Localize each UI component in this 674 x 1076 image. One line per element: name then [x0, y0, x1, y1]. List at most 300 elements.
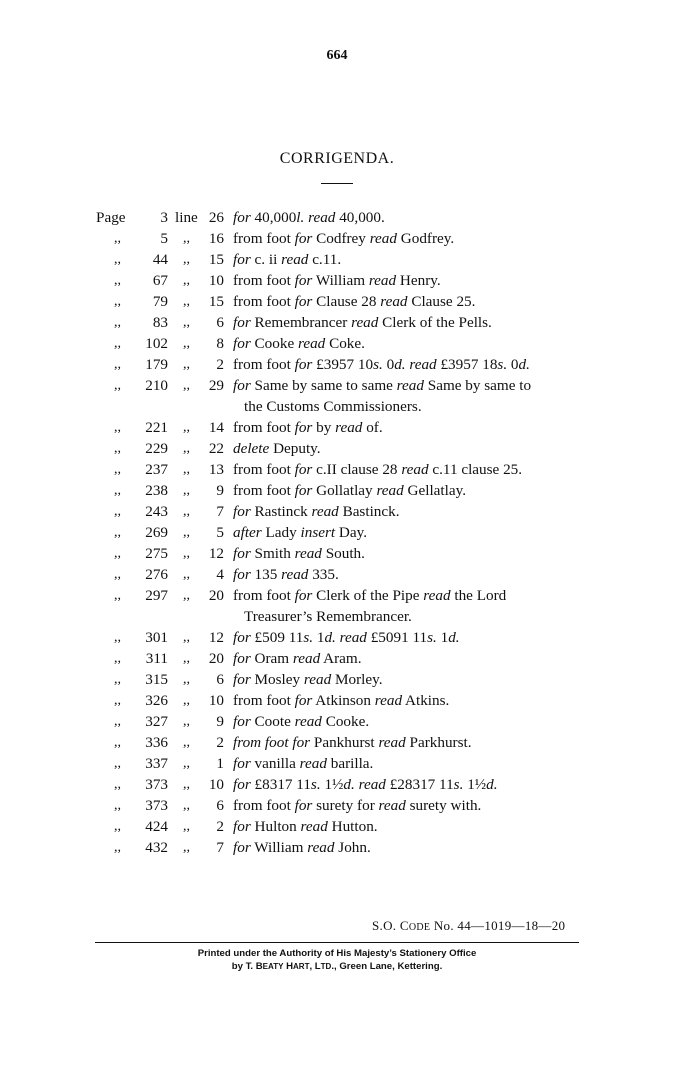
ditto-mark: ,, — [114, 357, 121, 372]
correction-text — [233, 291, 581, 312]
italic-term: read — [303, 671, 332, 688]
text-run: 0 — [382, 356, 395, 373]
italic-term: l. — [296, 209, 305, 226]
italic-term: read — [281, 251, 309, 268]
text-run: Morley. — [331, 671, 383, 688]
page-ref: 275 — [145, 545, 168, 562]
italic-term: for — [294, 587, 313, 604]
text-run: Clause 25. — [407, 293, 476, 310]
page-ref: 311 — [145, 650, 168, 667]
correction-text — [233, 249, 581, 270]
italic-term: read — [396, 377, 424, 394]
ditto-mark: ,, — [183, 420, 190, 435]
text-run: Gollatlay — [312, 482, 377, 499]
text-run: Clause 28 — [312, 293, 381, 310]
text-run: 335. — [308, 566, 339, 583]
corrigendum-row — [0, 375, 674, 417]
text-run: c.II clause 28 — [312, 461, 402, 478]
ditto-mark: ,, — [114, 336, 121, 351]
correction-text — [233, 837, 581, 858]
text-run: 40,000 — [250, 209, 297, 226]
ditto-mark: ,, — [183, 231, 190, 246]
text-run: Cooke. — [321, 713, 370, 730]
correction-text — [233, 354, 581, 375]
ditto-mark: ,, — [114, 504, 121, 519]
correction-text — [233, 795, 581, 816]
ditto-mark: ,, — [114, 693, 121, 708]
italic-term: for — [233, 671, 251, 688]
line-ref: 7 — [216, 839, 224, 856]
imprint-line-1: Printed under the Authority of His Majesty’s Stationery Office — [197, 948, 477, 959]
page-ref: 210 — [145, 377, 168, 394]
text-run: Atkinson — [312, 692, 375, 709]
text-run: Hulton — [250, 818, 301, 835]
text-run: 1½ — [463, 776, 487, 793]
italic-term: for — [233, 545, 251, 562]
text-run: Lady — [261, 524, 301, 541]
line-ref: 20 — [208, 650, 224, 667]
correction-text — [233, 480, 581, 501]
corrigendum-row — [0, 417, 674, 438]
italic-term: for — [294, 419, 313, 436]
line-ref: 2 — [216, 818, 224, 835]
text-run: from foot — [233, 356, 295, 373]
text-run: 0 — [507, 356, 519, 373]
office-code — [372, 918, 565, 934]
page-ref: 83 — [152, 314, 168, 331]
ditto-mark: ,, — [183, 798, 190, 813]
text-run: Smith — [250, 545, 295, 562]
italic-term: for — [294, 230, 313, 247]
line-ref: 29 — [208, 377, 224, 394]
line-ref: 6 — [216, 314, 224, 331]
page-ref: 179 — [145, 356, 168, 373]
italic-term: read — [376, 482, 404, 499]
text-run: Clerk of the Pipe — [312, 587, 424, 604]
italic-term: read — [358, 776, 386, 793]
ditto-mark: ,, — [114, 735, 121, 750]
page-ref: 301 — [145, 629, 168, 646]
line-ref: 1 — [216, 755, 224, 772]
italic-term: for — [294, 272, 313, 289]
correction-text — [233, 732, 581, 753]
page-ref: 336 — [145, 734, 168, 751]
italic-term: d. — [448, 629, 460, 646]
italic-term: read — [299, 755, 327, 772]
ditto-mark: ,, — [114, 567, 121, 582]
line-ref: 13 — [208, 461, 224, 478]
italic-term: read — [374, 692, 403, 709]
italic-term: read — [297, 335, 326, 352]
continuation-text: the Customs Commissioners. — [244, 398, 422, 415]
italic-term: for — [233, 335, 251, 352]
line-label: line — [175, 209, 198, 226]
italic-term: d. — [394, 356, 406, 373]
ditto-mark: ,, — [114, 420, 121, 435]
page-ref: 79 — [152, 293, 168, 310]
text-run: Deputy. — [269, 440, 321, 457]
text-run: Aram. — [320, 650, 362, 667]
page-label: Page — [96, 209, 126, 226]
line-ref: 8 — [216, 335, 224, 352]
ditto-mark: ,, — [183, 651, 190, 666]
correction-text — [233, 501, 581, 522]
ditto-mark: ,, — [114, 252, 121, 267]
text-run: Parkhurst. — [405, 734, 472, 751]
line-ref: 2 — [216, 356, 224, 373]
text-run: from foot — [233, 482, 295, 499]
page-ref: 276 — [145, 566, 168, 583]
ditto-mark: ,, — [114, 588, 121, 603]
corrigendum-row — [0, 732, 674, 753]
corrigendum-row — [0, 585, 674, 627]
ditto-mark: ,, — [114, 756, 121, 771]
italic-term: insert — [300, 524, 336, 541]
text-run: Atkins. — [402, 692, 450, 709]
ditto-mark: ,, — [114, 483, 121, 498]
line-ref: 9 — [216, 713, 224, 730]
italic-term: for — [294, 797, 313, 814]
italic-term: read — [292, 650, 321, 667]
text-run: surety with. — [405, 797, 482, 814]
corrigendum-row — [0, 690, 674, 711]
continuation-text: Treasurer’s Remembrancer. — [244, 608, 412, 625]
text-run: surety for — [312, 797, 379, 814]
text-run: c. ii — [250, 251, 282, 268]
ditto-mark: ,, — [114, 231, 121, 246]
italic-term: read — [369, 230, 397, 247]
ditto-mark: ,, — [183, 504, 190, 519]
correction-text — [233, 228, 581, 249]
text-run: £5091 11 — [366, 629, 428, 646]
corrigendum-row — [0, 438, 674, 459]
italic-term: for — [294, 356, 313, 373]
italic-term: for — [233, 818, 251, 835]
corrigendum-row — [0, 669, 674, 690]
corrigendum-row — [0, 249, 674, 270]
text-run: 1½ — [320, 776, 344, 793]
ditto-mark: ,, — [183, 735, 190, 750]
italic-term: for — [233, 776, 251, 793]
page-ref: 67 — [152, 272, 168, 289]
ditto-mark: ,, — [114, 714, 121, 729]
page-ref: 315 — [145, 671, 168, 688]
italic-term: read — [335, 419, 363, 436]
ditto-mark: ,, — [183, 336, 190, 351]
printer-imprint — [0, 947, 674, 973]
text-run: Gellatlay. — [403, 482, 466, 499]
correction-text — [233, 417, 581, 438]
correction-text — [233, 522, 581, 543]
line-ref: 10 — [208, 272, 224, 289]
page-ref: 221 — [145, 419, 168, 436]
corrigendum-row — [0, 564, 674, 585]
text-run: Same by same to — [423, 377, 532, 394]
line-ref: 2 — [216, 734, 224, 751]
line-ref: 10 — [208, 692, 224, 709]
text-run: from foot — [233, 461, 295, 478]
italic-term: s. — [453, 776, 464, 793]
ditto-mark: ,, — [183, 630, 190, 645]
italic-term: d. — [486, 776, 498, 793]
ditto-mark: ,, — [114, 651, 121, 666]
italic-term: for — [233, 251, 251, 268]
correction-text — [233, 459, 581, 480]
ditto-mark: ,, — [183, 462, 190, 477]
correction-text — [233, 375, 581, 417]
line-ref: 5 — [216, 524, 224, 541]
text-run: from foot — [233, 293, 295, 310]
italic-term: read — [423, 587, 451, 604]
ditto-mark: ,, — [183, 441, 190, 456]
ditto-mark: ,, — [114, 819, 121, 834]
text-run: of. — [362, 419, 383, 436]
text-run: barilla. — [326, 755, 374, 772]
line-ref: 6 — [216, 671, 224, 688]
text-run: £8317 11 — [250, 776, 311, 793]
corrigendum-row — [0, 837, 674, 858]
text-run: Hutton. — [327, 818, 378, 835]
correction-text — [233, 690, 581, 711]
italic-term: read — [307, 839, 335, 856]
italic-term: s. — [303, 629, 314, 646]
text-run: by — [312, 419, 336, 436]
italic-term: for — [294, 482, 313, 499]
ditto-mark: ,, — [183, 294, 190, 309]
italic-term: s. — [373, 356, 383, 373]
ditto-mark: ,, — [114, 525, 121, 540]
ditto-mark: ,, — [114, 630, 121, 645]
page-ref: 44 — [152, 251, 168, 268]
text-run: 1 — [436, 629, 449, 646]
page-title: CORRIGENDA. — [279, 150, 395, 167]
code-rest: No. 44—1019—18—20 — [430, 918, 566, 933]
italic-term: for — [294, 692, 313, 709]
correction-text — [233, 753, 581, 774]
correction-text — [233, 333, 581, 354]
text-run: £3957 10 — [312, 356, 374, 373]
corrigenda-list — [0, 207, 674, 858]
ditto-mark: ,, — [114, 315, 121, 330]
text-run: Day. — [335, 524, 368, 541]
correction-text — [233, 564, 581, 585]
corrigendum-row — [0, 501, 674, 522]
italic-term: read — [378, 734, 406, 751]
page-ref: 432 — [145, 839, 168, 856]
text-run: William — [250, 839, 308, 856]
corrigendum-row — [0, 774, 674, 795]
corrigendum-row — [0, 333, 674, 354]
text-run: from foot — [233, 587, 295, 604]
corrigendum-row — [0, 354, 674, 375]
text-run: Bastinck. — [338, 503, 400, 520]
ditto-mark: ,, — [183, 546, 190, 561]
italic-term: for — [233, 314, 251, 331]
ditto-mark: ,, — [183, 714, 190, 729]
italic-term: read — [281, 566, 309, 583]
text-run: Clerk of the Pells. — [378, 314, 492, 331]
italic-term: read — [339, 629, 367, 646]
text-run: Coote — [250, 713, 295, 730]
corrigendum-row — [0, 543, 674, 564]
corrigendum-row — [0, 627, 674, 648]
italic-term: read — [300, 818, 328, 835]
correction-text — [233, 312, 581, 333]
ditto-mark: ,, — [183, 483, 190, 498]
italic-term: for — [233, 503, 251, 520]
correction-text — [233, 585, 581, 627]
italic-term: read — [351, 314, 379, 331]
line-ref: 4 — [216, 566, 224, 583]
ditto-mark: ,, — [183, 273, 190, 288]
page-ref: 237 — [145, 461, 168, 478]
title-rule — [321, 183, 353, 184]
ditto-mark: ,, — [183, 567, 190, 582]
italic-term: read — [368, 272, 397, 289]
italic-term: for — [233, 629, 251, 646]
text-run: c.11 clause 25. — [428, 461, 523, 478]
corrigendum-row — [0, 795, 674, 816]
text-run: the Lord — [450, 587, 507, 604]
corrigendum-row — [0, 753, 674, 774]
ditto-mark: ,, — [183, 525, 190, 540]
corrigendum-row — [0, 816, 674, 837]
ditto-mark: ,, — [183, 840, 190, 855]
italic-term: for — [233, 209, 251, 226]
corrigendum-row — [0, 270, 674, 291]
ditto-mark: ,, — [183, 819, 190, 834]
italic-term: read — [294, 545, 322, 562]
page-ref: 373 — [145, 776, 168, 793]
text-run: £509 11 — [250, 629, 304, 646]
text-run: from foot — [233, 272, 295, 289]
correction-text — [233, 774, 581, 795]
page-number: 664 — [326, 48, 348, 63]
page-ref: 5 — [160, 230, 168, 247]
line-ref: 9 — [216, 482, 224, 499]
correction-text — [233, 816, 581, 837]
italic-term: read — [409, 356, 437, 373]
page-ref: 102 — [145, 335, 168, 352]
italic-term: for — [233, 377, 251, 394]
ditto-mark: ,, — [183, 756, 190, 771]
page-ref: 327 — [145, 713, 168, 730]
corrigendum-row — [0, 711, 674, 732]
italic-term: for — [233, 566, 251, 583]
italic-term: read — [401, 461, 429, 478]
ditto-mark: ,, — [114, 441, 121, 456]
text-run: South. — [321, 545, 365, 562]
corrigendum-row — [0, 648, 674, 669]
ditto-mark: ,, — [183, 672, 190, 687]
italic-term: delete — [233, 440, 270, 457]
italic-term: from foot — [233, 734, 293, 751]
ditto-mark: ,, — [183, 315, 190, 330]
ditto-mark: ,, — [183, 693, 190, 708]
text-run: Rastinck — [250, 503, 312, 520]
text-run: Coke. — [325, 335, 365, 352]
corrigendum-row — [0, 228, 674, 249]
page-ref: 337 — [145, 755, 168, 772]
italic-term: for — [294, 293, 313, 310]
page-ref: 424 — [145, 818, 168, 835]
line-ref: 7 — [216, 503, 224, 520]
correction-text — [233, 543, 581, 564]
text-run: c.11. — [308, 251, 342, 268]
italic-term: for — [294, 461, 313, 478]
correction-text — [233, 207, 581, 228]
italic-term: s. — [497, 356, 508, 373]
italic-term: s. — [427, 629, 437, 646]
page-ref: 238 — [145, 482, 168, 499]
page-ref: 297 — [145, 587, 168, 604]
text-run: 1 — [313, 629, 325, 646]
text-run: Codfrey — [312, 230, 370, 247]
italic-term: for — [233, 650, 251, 667]
ditto-mark: ,, — [114, 462, 121, 477]
ditto-mark: ,, — [114, 798, 121, 813]
italic-term: read — [378, 797, 406, 814]
ditto-mark: ,, — [114, 546, 121, 561]
italic-term: d. — [324, 629, 336, 646]
italic-term: s. — [310, 776, 321, 793]
text-run: 135 — [250, 566, 282, 583]
corrigendum-row — [0, 291, 674, 312]
italic-term: for — [292, 734, 311, 751]
line-ref: 14 — [208, 419, 224, 436]
correction-text — [233, 438, 581, 459]
italic-term: d. — [343, 776, 355, 793]
italic-term: for — [233, 839, 251, 856]
text-run: 40,000. — [335, 209, 385, 226]
page-ref: 326 — [145, 692, 168, 709]
correction-text — [233, 711, 581, 732]
text-run: from foot — [233, 692, 295, 709]
footer-rule — [95, 942, 579, 943]
ditto-mark: ,, — [114, 672, 121, 687]
line-ref: 15 — [208, 293, 224, 310]
ditto-mark: ,, — [114, 777, 121, 792]
imprint-line-2: by T. BEATY HART, LTD., Green Lane, Kettering. — [231, 961, 443, 972]
corrigendum-row — [0, 522, 674, 543]
correction-text — [233, 648, 581, 669]
text-run: from foot — [233, 797, 295, 814]
text-run: John. — [334, 839, 371, 856]
text-run: Cooke — [250, 335, 298, 352]
line-ref: 26 — [208, 209, 224, 226]
text-run: William — [312, 272, 369, 289]
ditto-mark: ,, — [183, 588, 190, 603]
line-ref: 15 — [208, 251, 224, 268]
italic-term: read — [294, 713, 322, 730]
ditto-mark: ,, — [183, 252, 190, 267]
text-run: Mosley — [250, 671, 304, 688]
italic-term: read — [380, 293, 408, 310]
page-ref: 373 — [145, 797, 168, 814]
line-ref: 20 — [208, 587, 224, 604]
page-ref: 3 — [160, 209, 168, 226]
ditto-mark: ,, — [114, 294, 121, 309]
italic-term: read — [308, 209, 336, 226]
ditto-mark: ,, — [114, 378, 121, 393]
line-ref: 10 — [208, 776, 224, 793]
text-run: vanilla — [250, 755, 300, 772]
ditto-mark: ,, — [183, 378, 190, 393]
text-run: from foot — [233, 230, 295, 247]
text-run: £3957 18 — [436, 356, 498, 373]
text-run: £28317 11 — [385, 776, 454, 793]
text-run: from foot — [233, 419, 295, 436]
